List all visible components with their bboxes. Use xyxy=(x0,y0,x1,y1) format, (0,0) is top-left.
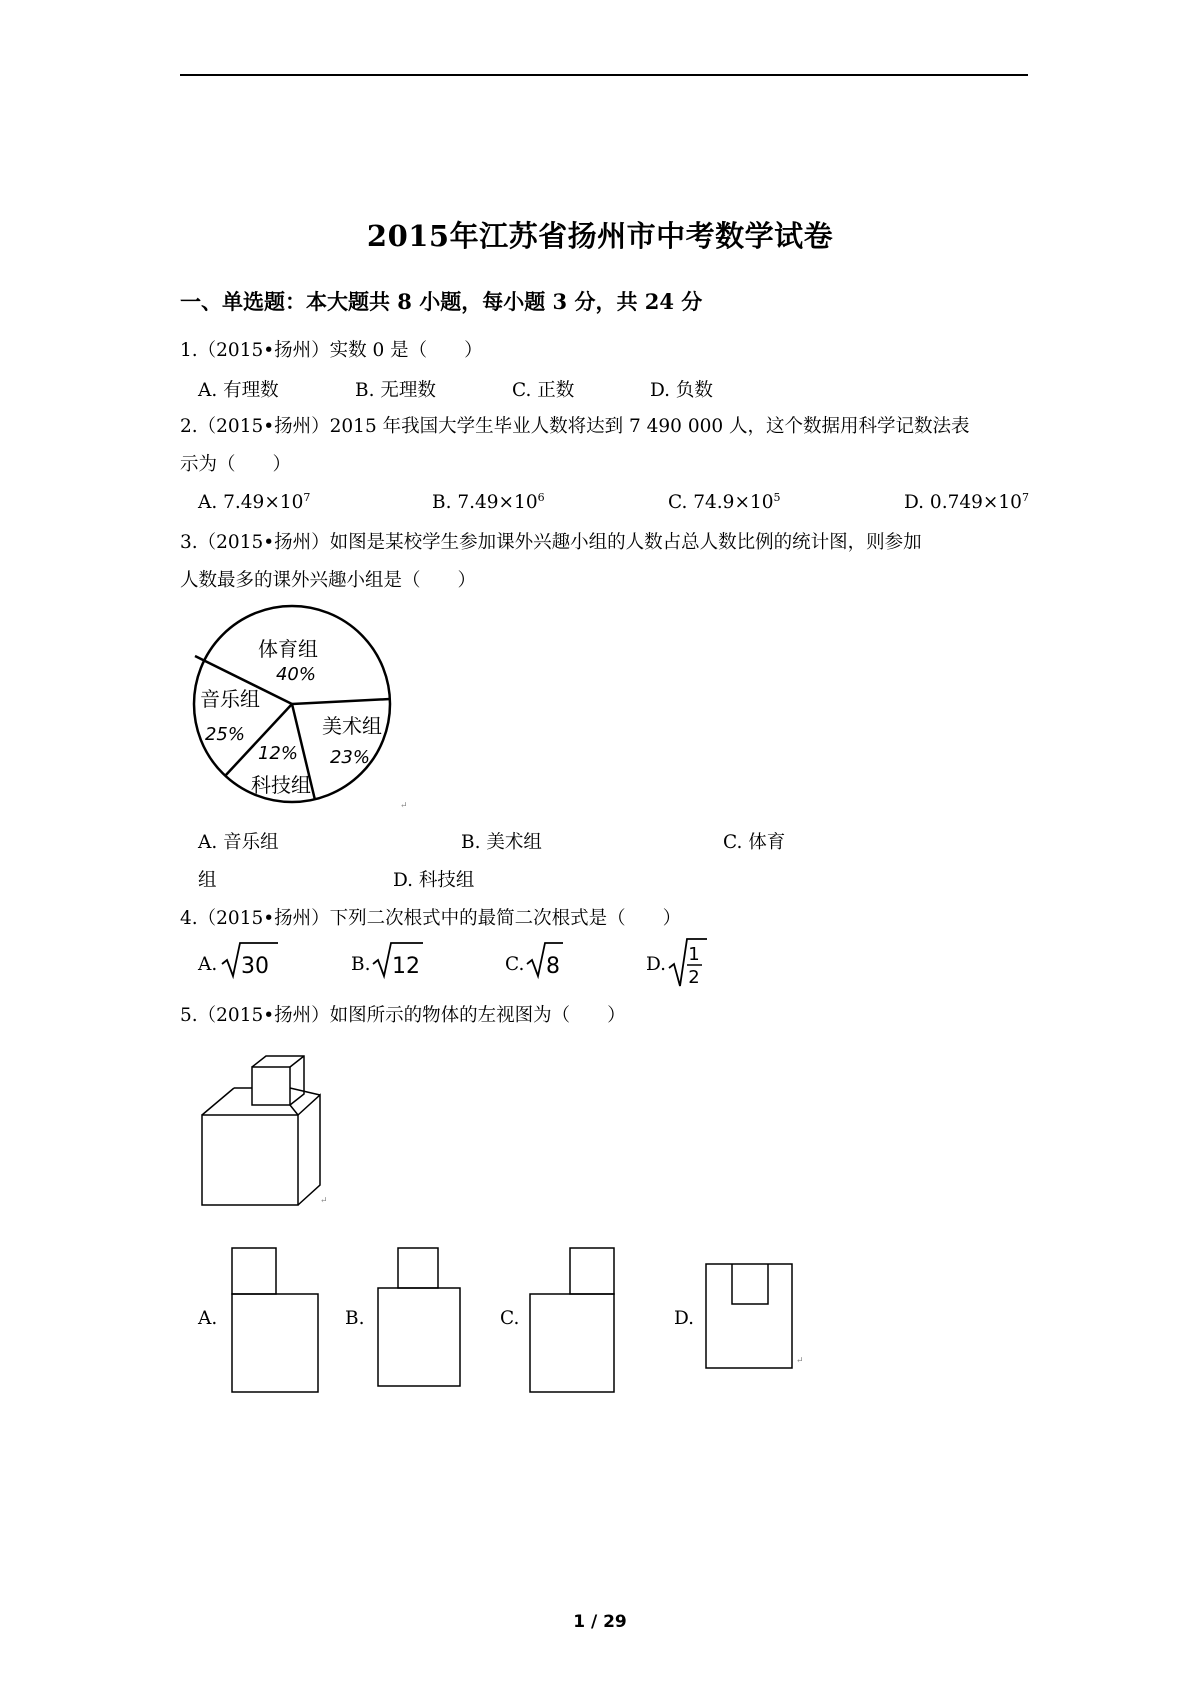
svg-text:30: 30 xyxy=(241,954,269,979)
question-1-stem: 1.（2015•扬州）实数 0 是（ ） xyxy=(180,340,483,361)
q2-option-d: D. $0.749\times 10^7$ xyxy=(904,490,1029,513)
slice-pct-art: 23% xyxy=(329,747,371,768)
slice-pct-tech: 12% xyxy=(257,743,299,764)
slice-label-tech: 科技组 xyxy=(251,773,311,797)
page-number: 1 / 29 xyxy=(573,1612,627,1632)
q5-option-b-label: B. xyxy=(345,1308,365,1329)
q3-option-b: B. 美术组 xyxy=(461,832,542,853)
pie-divider-sports-art xyxy=(292,699,390,704)
q3-option-c-wrap: 组 xyxy=(198,870,217,891)
slice-label-music: 音乐组 xyxy=(200,687,260,711)
q2-option-b: B. $7.49\times 10^6$ xyxy=(432,490,545,513)
q5-option-a-figure xyxy=(230,1246,320,1396)
q5-option-d-figure xyxy=(704,1262,794,1372)
slice-pct-music: 25% xyxy=(204,724,246,745)
svg-text:8: 8 xyxy=(546,954,560,979)
q4-option-d-radical xyxy=(667,936,711,992)
question-2-stem-line2: 示为（ ） xyxy=(180,454,292,475)
q5-option-c-figure xyxy=(528,1246,618,1396)
q4-option-c-label: C. xyxy=(505,954,525,975)
question-4-stem: 4.（2015•扬州）下列二次根式中的最简二次根式是（ ） xyxy=(180,908,682,929)
question-3-stem-line1: 3.（2015•扬州）如图是某校学生参加课外兴趣小组的人数占总人数比例的统计图，则参加 xyxy=(180,532,922,553)
q3-option-a: A. 音乐组 xyxy=(198,832,279,853)
q4-option-b-label: B. xyxy=(351,954,371,975)
q3-option-c: C. 体育 xyxy=(723,832,786,853)
page-title: 2015年江苏省扬州市中考数学试卷 xyxy=(366,219,834,253)
q5-option-b-figure xyxy=(376,1246,466,1396)
q1-option-b: B. 无理数 xyxy=(355,380,436,401)
paragraph-mark-icon-2: ↵ xyxy=(320,1196,328,1206)
question-2-stem-line1: 2.（2015•扬州）2015 年我国大学生毕业人数将达到 7 490 000 人，这个数据用科学记数法表 xyxy=(180,416,970,437)
solid-figure xyxy=(190,1045,340,1215)
svg-text:2: 2 xyxy=(688,967,700,988)
slice-label-art: 美术组 xyxy=(322,714,382,738)
pie-chart xyxy=(180,600,420,820)
q1-option-d: D. 负数 xyxy=(650,380,713,401)
question-5-stem: 5.（2015•扬州）如图所示的物体的左视图为（ ） xyxy=(180,1005,626,1026)
q4-option-b-radical xyxy=(371,940,431,982)
q4-option-c-radical xyxy=(525,940,565,982)
question-3-stem-line2: 人数最多的课外兴趣小组是（ ） xyxy=(180,570,477,591)
q3-option-d: D. 科技组 xyxy=(393,870,475,891)
q4-option-a-radical xyxy=(220,940,280,982)
header-rule xyxy=(180,74,1028,76)
q5-option-c-label: C. xyxy=(500,1308,520,1329)
paragraph-mark-icon: ↵ xyxy=(400,801,408,811)
paragraph-mark-icon-3: ↵ xyxy=(796,1356,804,1366)
q5-option-a-label: A. xyxy=(198,1308,218,1329)
q2-option-a: A. $7.49\times 10^7$ xyxy=(198,490,311,513)
q1-option-c: C. 正数 xyxy=(512,380,575,401)
q4-option-a-label: A. xyxy=(198,954,218,975)
svg-text:12: 12 xyxy=(392,954,420,979)
slice-pct-sports: 40% xyxy=(275,664,317,685)
q4-option-d-label: D. xyxy=(646,954,667,975)
section-heading: 一、单选题：本大题共 8 小题，每小题 3 分，共 24 分 xyxy=(180,289,703,314)
q1-option-a: A. 有理数 xyxy=(198,380,279,401)
svg-text:1: 1 xyxy=(688,944,700,965)
slice-label-sports: 体育组 xyxy=(258,637,318,661)
q2-option-c: C. $74.9\times 10^5$ xyxy=(668,490,781,513)
q5-option-d-label: D. xyxy=(674,1308,695,1329)
